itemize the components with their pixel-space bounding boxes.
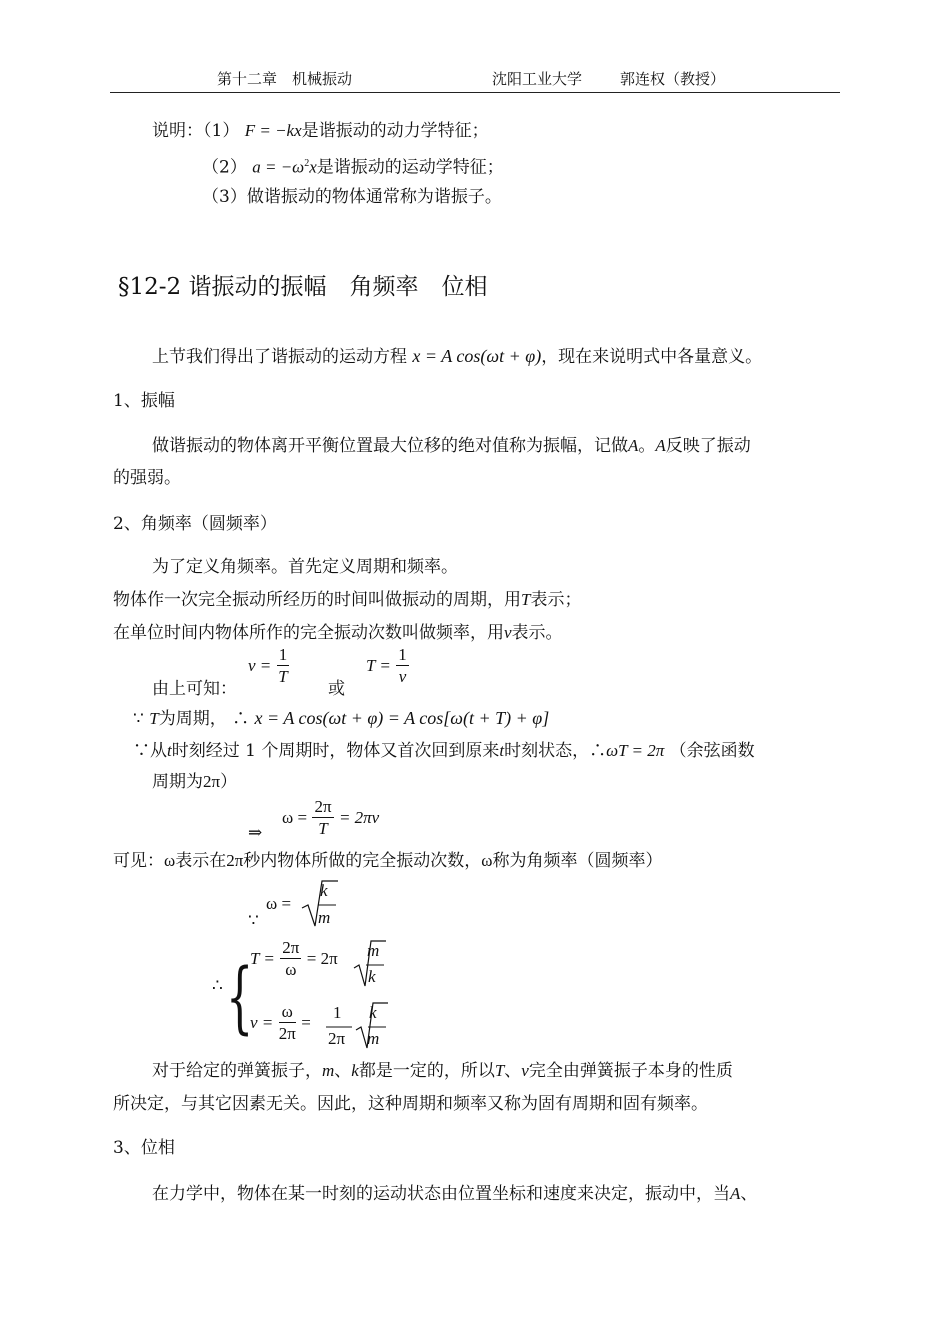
f2-num: 1 bbox=[398, 645, 407, 664]
see-omega-2: ω bbox=[481, 851, 493, 870]
T-num: 2π bbox=[282, 938, 300, 957]
see-d: 称为角频率（圆频率） bbox=[492, 851, 663, 871]
omega-meaning-line bbox=[113, 850, 663, 872]
because-cycle-line bbox=[133, 740, 755, 762]
spring-k: k bbox=[351, 1061, 359, 1080]
so-symbol: ∴ bbox=[212, 976, 223, 996]
note-2-formula-sup: 2 bbox=[304, 158, 310, 169]
see-a: 可见： bbox=[113, 851, 164, 871]
formula-T-of-v bbox=[366, 645, 409, 688]
v-m: m bbox=[367, 1029, 380, 1048]
see-c: 秒内物体所做的完全振动次数， bbox=[243, 851, 482, 871]
T-k: k bbox=[368, 967, 376, 986]
see-omega: ω bbox=[164, 851, 176, 870]
omega-lhs: ω = bbox=[282, 808, 308, 827]
period-text-b: 表示； bbox=[530, 590, 582, 610]
spring-line-1 bbox=[152, 1060, 733, 1082]
period-text-a: 物体作一次完全振动所经历的时间叫做振动的周期，用 bbox=[113, 590, 521, 610]
angular-heading: 2、角频率（圆频率） bbox=[113, 514, 277, 534]
spring-a: 对于给定的弹簧振子， bbox=[152, 1061, 322, 1081]
T-mid: = 2π bbox=[306, 949, 338, 968]
because2-formula: ωT = 2π bbox=[606, 741, 665, 760]
note-1-formula: F = −kx bbox=[244, 121, 302, 140]
amplitude-line-1 bbox=[152, 435, 751, 457]
T-m: m bbox=[367, 941, 380, 960]
intro-line bbox=[152, 345, 762, 368]
amplitude-line-2: 的强弱。 bbox=[113, 468, 181, 488]
because-symbol-2: ∵ bbox=[133, 741, 150, 761]
sqrt-sign-T bbox=[352, 938, 388, 990]
sqrt-sign-since bbox=[300, 878, 340, 930]
because2-a: 从 bbox=[150, 741, 167, 761]
see-2pi: 2π bbox=[226, 851, 244, 870]
known-label: 由上可知： bbox=[152, 679, 237, 699]
note-2-text: 是谐振动的运动学特征； bbox=[316, 157, 504, 178]
because-symbol-1: ∵ bbox=[133, 709, 144, 729]
phase-text-b: 、 bbox=[740, 1184, 758, 1204]
because2-b: 时刻经过 1 个周期时，物体又首次回到原来 bbox=[171, 741, 500, 761]
periodic-formula: x = A cos(ωt + φ) = A cos[ω(t + T) + φ] bbox=[254, 708, 550, 728]
spring-c: 都是一定的，所以 bbox=[358, 1061, 495, 1081]
T-formula bbox=[250, 938, 338, 981]
v-lhs: v = bbox=[250, 1013, 274, 1032]
implies-symbol: ⇒ bbox=[248, 823, 263, 843]
omega-rhs: = 2πv bbox=[338, 808, 380, 827]
note-2-formula-a: a = −ω bbox=[252, 157, 305, 177]
since-m: m bbox=[318, 908, 331, 927]
note-3: （3）做谐振动的物体通常称为谐振子。 bbox=[202, 187, 502, 207]
frequency-text-a: 在单位时间内物体所作的完全振动次数叫做频率，用 bbox=[113, 623, 504, 643]
omega-fraction bbox=[312, 797, 333, 840]
v-fraction bbox=[279, 1002, 296, 1045]
note-1 bbox=[152, 120, 489, 142]
because-cycle-line-2 bbox=[152, 771, 237, 793]
phase-line-1 bbox=[152, 1183, 757, 1205]
header-rule bbox=[110, 92, 840, 93]
or-label: 或 bbox=[328, 679, 345, 699]
therefore-symbol-2: ∴ bbox=[589, 741, 607, 761]
v-fraction-bar bbox=[326, 1026, 354, 1028]
spring-d: 、 bbox=[504, 1061, 522, 1081]
f1-den: T bbox=[278, 667, 288, 686]
header-chapter: 第十二章 机械振动 bbox=[217, 70, 353, 88]
note-2-num: （2） bbox=[202, 157, 247, 178]
because2-2pi: 2π bbox=[203, 772, 221, 791]
amplitude-text-a: 做谐振动的物体离开平衡位置最大位移的绝对值称为振幅，记做 bbox=[152, 436, 628, 456]
phase-heading: 3、位相 bbox=[113, 1138, 175, 1158]
omega-num: 2π bbox=[314, 797, 332, 816]
frequency-text-b: 表示。 bbox=[511, 623, 563, 643]
header-author: 郭连权（教授） bbox=[620, 70, 726, 88]
because-text-1: 为周期， bbox=[158, 709, 227, 729]
intro-formula: x = A cos(ωt + φ) bbox=[412, 346, 542, 366]
because-T: T bbox=[149, 709, 159, 728]
since-k: k bbox=[320, 881, 328, 900]
f1-fraction bbox=[277, 645, 290, 688]
sqrt-sign-v bbox=[354, 1000, 390, 1052]
because2-d: （余弦函数 bbox=[669, 741, 755, 761]
v-num: ω bbox=[279, 1002, 296, 1023]
therefore-symbol-1: ∴ bbox=[232, 709, 250, 729]
spring-line-2: 所决定，与其它因素无关。因此，这种周期和频率又称为固有周期和固有频率。 bbox=[113, 1094, 708, 1114]
header-school: 沈阳工业大学 bbox=[492, 70, 583, 88]
f2-fraction bbox=[396, 645, 409, 688]
spring-e: 完全由弹簧振子本身的性质 bbox=[528, 1061, 733, 1081]
intro-before: 上节我们得出了谐振动的运动方程 bbox=[152, 347, 407, 367]
because2-e: 周期为 bbox=[152, 772, 203, 792]
note-lead: 说明：（1） bbox=[152, 121, 240, 141]
v-formula bbox=[250, 1002, 311, 1045]
v-one: 1 bbox=[333, 1003, 342, 1022]
left-brace: { bbox=[226, 953, 254, 1043]
spring-b: 、 bbox=[334, 1061, 352, 1081]
since-omega-lhs: ω = bbox=[266, 894, 292, 913]
note-1-text: 是谐振动的动力学特征； bbox=[301, 121, 489, 141]
because2-c: 时刻状态， bbox=[504, 741, 590, 761]
because2-t1: t bbox=[167, 741, 172, 760]
amplitude-symbol: A bbox=[628, 436, 639, 455]
note-2 bbox=[202, 153, 504, 179]
because-period-line bbox=[133, 707, 549, 730]
spring-m: m bbox=[322, 1061, 335, 1080]
v-k: k bbox=[369, 1003, 377, 1022]
angular-line-1: 为了定义角频率。首先定义周期和频率。 bbox=[152, 557, 458, 577]
section-title: §12-2 谐振动的振幅 角频率 位相 bbox=[118, 274, 488, 300]
f1-num: 1 bbox=[278, 645, 288, 664]
spring-T: T bbox=[494, 1061, 505, 1080]
f2-lhs: T = bbox=[366, 656, 391, 675]
v-mid: = bbox=[301, 1013, 311, 1032]
note-2-formula-b: x bbox=[309, 157, 317, 177]
frequency-definition bbox=[113, 622, 563, 644]
see-b: 表示在 bbox=[175, 851, 227, 871]
T-lhs: T = bbox=[250, 949, 275, 968]
because2-f: ） bbox=[220, 772, 238, 792]
because2-t2: t bbox=[499, 741, 505, 760]
period-definition bbox=[113, 589, 581, 611]
spring-v: v bbox=[521, 1061, 529, 1080]
omega-formula bbox=[282, 797, 379, 840]
phase-text-a: 在力学中，物体在某一时刻的运动状态由位置坐标和速度来决定，振动中，当 bbox=[152, 1184, 730, 1204]
frequency-symbol: v bbox=[504, 623, 512, 642]
amplitude-heading: 1、振幅 bbox=[113, 391, 175, 411]
f1-lhs: v = bbox=[248, 656, 272, 675]
f2-den: v bbox=[398, 667, 407, 686]
amplitude-symbol-2: A bbox=[655, 436, 666, 455]
v-2pi: 2π bbox=[328, 1029, 346, 1048]
since-symbol: ∵ bbox=[248, 911, 259, 931]
T-fraction bbox=[280, 938, 301, 981]
omega-den: T bbox=[318, 819, 328, 838]
amplitude-text-c: 反映了振动 bbox=[665, 436, 751, 456]
v-den: 2π bbox=[278, 1024, 296, 1043]
formula-v-of-T bbox=[248, 645, 289, 688]
amplitude-text-b: 。 bbox=[638, 436, 656, 456]
phase-A: A bbox=[730, 1184, 741, 1203]
T-den: ω bbox=[285, 960, 297, 979]
period-symbol: T bbox=[521, 590, 531, 609]
intro-after: ，现在来说明式中各量意义。 bbox=[541, 347, 763, 367]
